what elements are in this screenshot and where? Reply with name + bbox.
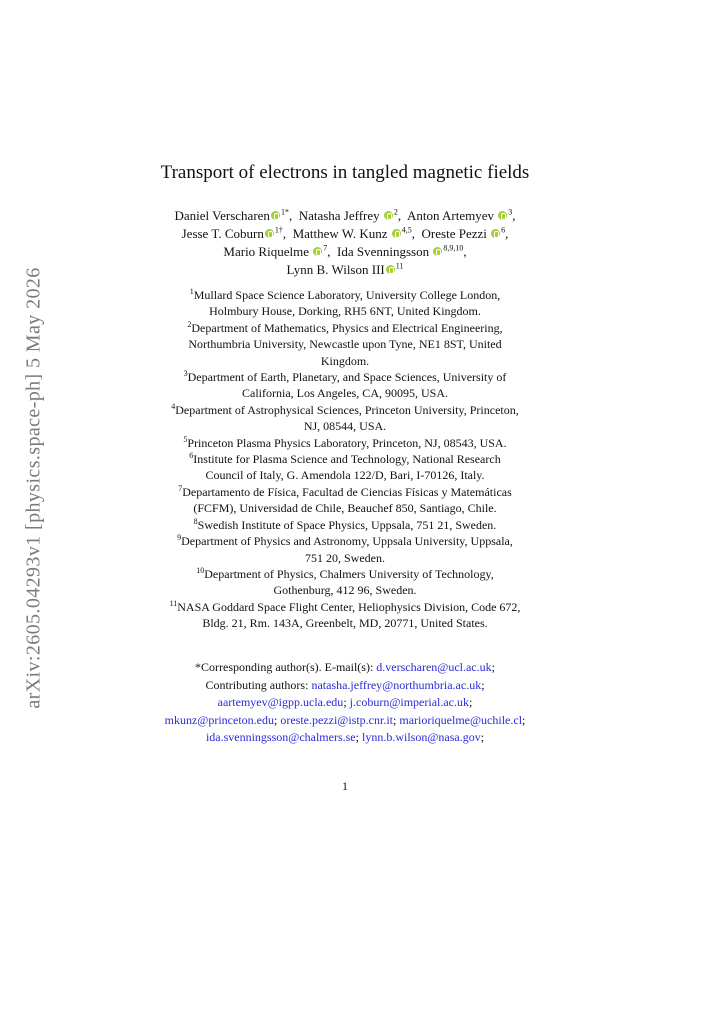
affiliation-line xyxy=(0,320,690,336)
affiliation-line xyxy=(0,517,690,533)
email-link[interactable]: oreste.pezzi@istp.cnr.it xyxy=(280,712,394,727)
author-separator: , xyxy=(288,208,293,223)
affiliation-text: Department of Physics, Chalmers University of Technology, xyxy=(204,566,494,581)
affiliation-line xyxy=(0,467,690,483)
contributing-line: aartemyev@igpp.ucla.edu; j.coburn@imperial.ac.uk; xyxy=(217,695,473,710)
affiliation-text: Holmbury House, Dorking, RH5 6NT, United Kingdom. xyxy=(209,304,481,319)
affiliation-line xyxy=(0,353,690,369)
affiliation-text: Department of Astrophysical Sciences, Princeton University, Princeton, xyxy=(175,402,519,417)
author-separator: , xyxy=(512,208,516,223)
author-affil-sup: 1* xyxy=(280,207,289,217)
paper-title: Transport of electrons in tangled magnetic fields xyxy=(160,162,530,183)
author-affil-sup: 1† xyxy=(274,225,283,235)
contributing-line: Contributing authors: natasha.jeffrey@northumbria.ac.uk; xyxy=(205,677,485,692)
affiliation-list xyxy=(0,287,690,632)
affiliation-line xyxy=(0,615,690,631)
affiliation-text: (FCFM), Universidad de Chile, Beauchef 850, Santiago, Chile. xyxy=(193,501,497,516)
affiliation-text: Kingdom. xyxy=(320,353,370,368)
author-name: Mario Riquelme xyxy=(223,244,309,259)
author-name: Jesse T. Coburn xyxy=(181,226,264,241)
affiliation-line xyxy=(0,402,690,418)
email-link[interactable]: lynn.b.wilson@nasa.gov xyxy=(361,730,481,745)
affiliation-line xyxy=(0,435,690,451)
author-line xyxy=(0,243,690,261)
author-separator: , xyxy=(397,208,402,223)
affiliation-line xyxy=(0,566,690,582)
affiliation-line xyxy=(0,500,690,516)
author-line xyxy=(0,207,690,225)
email-link[interactable]: aartemyev@igpp.ucla.edu xyxy=(217,695,344,710)
author-affil-sup: 11 xyxy=(395,261,404,271)
author-affil-sup: 6 xyxy=(501,225,506,235)
arxiv-sidebar-stamp: arXiv:2605.04293v1 [physics.space-ph] 5 May 2026 xyxy=(22,267,45,709)
author-line xyxy=(0,261,690,279)
affiliation-text: Institute for Plasma Science and Technology, National Research xyxy=(193,452,501,467)
contributing-line: ida.svenningsson@chalmers.se; lynn.b.wilson@nasa.gov; xyxy=(205,730,485,745)
author-name: Daniel Verscharen xyxy=(174,208,270,223)
author-name: Matthew W. Kunz xyxy=(292,226,388,241)
affiliation-line xyxy=(0,369,690,385)
affiliation-text: Northumbria University, Newcastle upon Tyne, NE1 8ST, United xyxy=(188,337,502,352)
affiliation-number: 10 xyxy=(196,565,205,575)
corresponding-email-link[interactable]: d.verscharen@ucl.ac.uk xyxy=(376,660,492,674)
affiliation-text: California, Los Angeles, CA, 90095, USA. xyxy=(242,386,448,401)
author-affil-sup: 4,5 xyxy=(401,225,412,235)
affiliation-text: Princeton Plasma Physics Laboratory, Princeton, NJ, 08543, USA. xyxy=(187,435,507,450)
affiliation-line xyxy=(0,336,690,352)
affiliation-line xyxy=(0,582,690,598)
author-name: Anton Artemyev xyxy=(406,208,494,223)
author-separator: , xyxy=(327,244,331,259)
affiliation-text: NJ, 08544, USA. xyxy=(303,419,387,434)
author-list xyxy=(0,207,690,279)
author-affil-sup: 2 xyxy=(393,207,398,217)
affiliation-text: Council of Italy, G. Amendola 122/D, Bari, I-70126, Italy. xyxy=(205,468,485,483)
orcid-icon[interactable] xyxy=(313,247,322,256)
author-line xyxy=(0,225,690,243)
affiliation-number: 5 xyxy=(183,434,188,444)
orcid-icon[interactable] xyxy=(386,265,395,274)
affiliation-number: 1 xyxy=(189,287,194,296)
affiliation-line xyxy=(0,385,690,401)
affiliation-text: 751 20, Sweden. xyxy=(305,550,385,565)
affiliation-text: Department of Mathematics, Physics and Electrical Engineering, xyxy=(191,320,503,335)
affiliation-number: 2 xyxy=(187,319,192,329)
affiliation-line xyxy=(0,287,690,303)
orcid-icon[interactable] xyxy=(384,211,393,220)
corresponding-label: *Corresponding author(s). E-mail(s): xyxy=(195,660,374,674)
contact-block xyxy=(0,659,690,747)
orcid-icon[interactable] xyxy=(271,211,280,220)
author-affil-sup: 3 xyxy=(508,207,513,217)
author-name: Oreste Pezzi xyxy=(421,226,487,241)
orcid-icon[interactable] xyxy=(433,247,442,256)
affiliation-text: Gothenburg, 412 96, Sweden. xyxy=(273,583,417,598)
affiliation-text: Bldg. 21, Rm. 143A, Greenbelt, MD, 20771, United States. xyxy=(202,616,488,631)
affiliation-line xyxy=(0,550,690,566)
affiliation-text: Department of Physics and Astronomy, Uppsala University, Uppsala, xyxy=(181,534,513,549)
affiliation-line xyxy=(0,484,690,500)
corresponding-line: *Corresponding author(s). E-mail(s): d.verscharen@ucl.ac.uk; xyxy=(195,660,495,674)
contributing-label: Contributing authors: xyxy=(205,677,309,692)
affiliation-line xyxy=(0,418,690,434)
affiliation-text: Mullard Space Science Laboratory, University College London, xyxy=(193,288,501,302)
author-separator: , xyxy=(463,244,467,259)
email-link[interactable]: natasha.jeffrey@northumbria.ac.uk xyxy=(311,677,482,692)
email-link[interactable]: ida.svenningsson@chalmers.se xyxy=(205,730,356,745)
affiliation-number: 11 xyxy=(169,598,178,608)
email-link[interactable]: mkunz@princeton.edu xyxy=(164,712,274,727)
contributing-line: mkunz@princeton.edu; oreste.pezzi@istp.cnr.it; marioriquelme@uchile.cl; xyxy=(164,712,526,727)
email-link[interactable]: j.coburn@imperial.ac.uk xyxy=(349,695,469,710)
affiliation-line xyxy=(0,533,690,549)
author-name: Ida Svenningsson xyxy=(336,244,430,259)
affiliation-text: Departamento de Física, Facultad de Ciencias Físicas y Matemáticas xyxy=(182,484,512,499)
affiliation-text: NASA Goddard Space Flight Center, Heliophysics Division, Code 672, xyxy=(177,599,521,614)
affiliation-number: 4 xyxy=(171,401,176,411)
page-number: 1 xyxy=(342,779,348,793)
affiliation-text: Swedish Institute of Space Physics, Uppsala, 751 21, Sweden. xyxy=(197,517,497,532)
affiliation-number: 7 xyxy=(178,483,183,493)
orcid-icon[interactable] xyxy=(498,211,507,220)
author-separator: , xyxy=(411,226,416,241)
email-link[interactable]: marioriquelme@uchile.cl xyxy=(399,712,523,727)
affiliation-line xyxy=(0,599,690,615)
author-name: Lynn B. Wilson III xyxy=(286,262,385,277)
affiliation-number: 3 xyxy=(183,369,188,379)
orcid-icon[interactable] xyxy=(491,229,500,238)
author-separator: , xyxy=(505,226,509,241)
orcid-icon[interactable] xyxy=(265,229,274,238)
author-affil-sup: 8,9,10 xyxy=(443,243,464,253)
affiliation-number: 6 xyxy=(189,451,194,461)
affiliation-number: 8 xyxy=(193,516,198,526)
affiliation-text: Department of Earth, Planetary, and Space Sciences, University of xyxy=(187,370,507,385)
author-name: Natasha Jeffrey xyxy=(298,208,380,223)
affiliation-line xyxy=(0,303,690,319)
affiliation-line xyxy=(0,451,690,467)
affiliation-number: 9 xyxy=(177,533,182,543)
orcid-icon[interactable] xyxy=(392,229,401,238)
author-affil-sup: 7 xyxy=(323,243,328,253)
author-separator: , xyxy=(282,226,287,241)
